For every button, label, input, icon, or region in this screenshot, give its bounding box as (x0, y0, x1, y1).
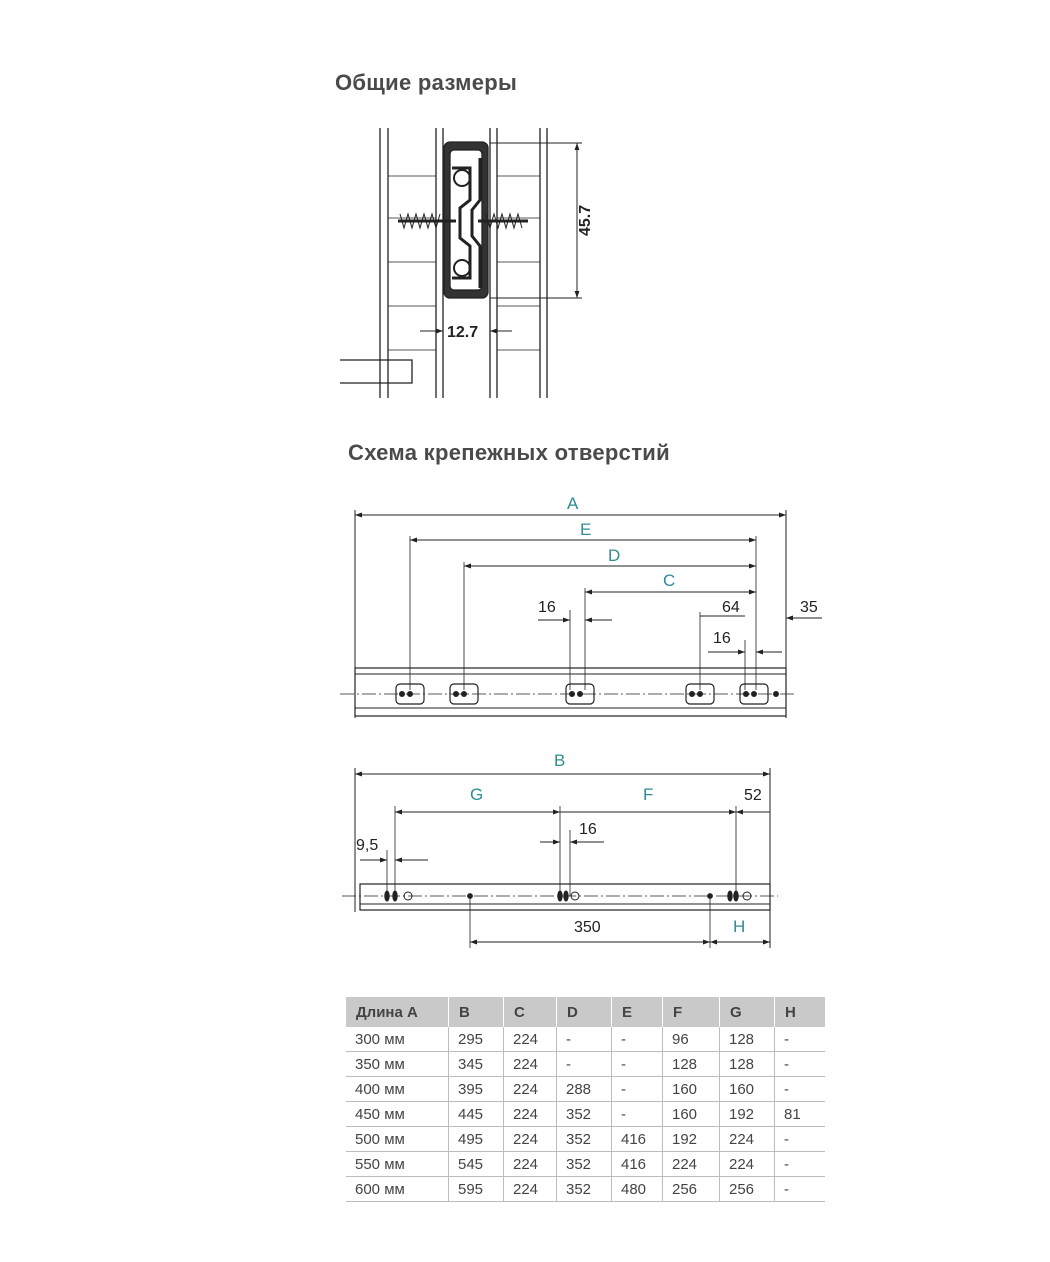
table-header-row (346, 997, 825, 1027)
label-35: 35 (800, 599, 818, 616)
table-row (346, 1152, 825, 1177)
label-H: H (733, 917, 746, 936)
table-cell: - (612, 1102, 663, 1127)
table-cell: 352 (557, 1127, 612, 1152)
table-cell: - (775, 1027, 826, 1052)
header-h: H (775, 997, 826, 1027)
width-dimension-label: 12.7 (447, 324, 479, 341)
table-body (346, 1027, 825, 1202)
table-cell: 224 (504, 1177, 557, 1202)
table-cell: 192 (720, 1102, 775, 1127)
label-16-left: 16 (538, 599, 556, 616)
label-A: A (567, 494, 579, 513)
table-cell: 500 мм (346, 1127, 449, 1152)
table-cell: 300 мм (346, 1027, 449, 1052)
table-row (346, 1102, 825, 1127)
table-cell: 288 (557, 1077, 612, 1102)
table-cell: 352 (557, 1102, 612, 1127)
label-16-right: 16 (713, 630, 731, 647)
table-cell: - (775, 1052, 826, 1077)
table-cell: 224 (504, 1077, 557, 1102)
header-b: B (449, 997, 504, 1027)
table-cell: 96 (663, 1027, 720, 1052)
table-cell: 345 (449, 1052, 504, 1077)
table-cell: 224 (504, 1102, 557, 1127)
table-cell: 224 (504, 1152, 557, 1177)
table-cell: 256 (720, 1177, 775, 1202)
table-cell: 352 (557, 1177, 612, 1202)
table-cell: 395 (449, 1077, 504, 1102)
label-9-5: 9,5 (356, 837, 379, 854)
table-cell: 416 (612, 1152, 663, 1177)
table-row (346, 1077, 825, 1102)
table-row (346, 1177, 825, 1202)
table-cell: 550 мм (346, 1152, 449, 1177)
table-cell: - (775, 1077, 826, 1102)
table-cell: 224 (720, 1127, 775, 1152)
table-cell: - (775, 1127, 826, 1152)
dimensions-table (346, 997, 825, 1202)
label-64: 64 (722, 599, 740, 616)
label-52: 52 (744, 787, 762, 804)
table-cell: 224 (663, 1152, 720, 1177)
overall-dimensions-title: Общие размеры (335, 70, 518, 95)
table-cell: 450 мм (346, 1102, 449, 1127)
table-cell: 224 (504, 1027, 557, 1052)
table-cell: 256 (663, 1177, 720, 1202)
table-cell: 295 (449, 1027, 504, 1052)
table-row (346, 1127, 825, 1152)
table-cell: 600 мм (346, 1177, 449, 1202)
table-cell: - (557, 1052, 612, 1077)
table-cell: 416 (612, 1127, 663, 1152)
table-cell: 224 (504, 1127, 557, 1152)
table-cell: 128 (720, 1027, 775, 1052)
height-dimension-label: 45.7 (577, 204, 594, 236)
table-cell: 160 (663, 1077, 720, 1102)
table-cell: 160 (663, 1102, 720, 1127)
drawer-rail-drawing (342, 768, 778, 948)
label-350: 350 (574, 919, 601, 936)
table-cell: 480 (612, 1177, 663, 1202)
cross-section-drawing (340, 128, 582, 398)
header-g: G (720, 997, 775, 1027)
table-cell: 81 (775, 1102, 826, 1127)
table-cell: - (557, 1027, 612, 1052)
table-cell: 495 (449, 1127, 504, 1152)
table-cell: - (775, 1152, 826, 1177)
table-cell: 400 мм (346, 1077, 449, 1102)
label-E: E (580, 520, 592, 539)
label-D: D (608, 546, 621, 565)
header-length-a: Длина A (346, 997, 449, 1027)
table-cell: 128 (663, 1052, 720, 1077)
table-cell: 192 (663, 1127, 720, 1152)
table-cell: 160 (720, 1077, 775, 1102)
table-cell: - (612, 1077, 663, 1102)
table-cell: - (612, 1052, 663, 1077)
mounting-holes-title: Схема крепежных отверстий (348, 440, 670, 465)
table-row (346, 1052, 825, 1077)
header-e: E (612, 997, 663, 1027)
table-cell: 595 (449, 1177, 504, 1202)
table-row (346, 1027, 825, 1052)
label-16: 16 (579, 821, 597, 838)
label-F: F (643, 785, 654, 804)
label-G: G (470, 785, 484, 804)
table-cell: 352 (557, 1152, 612, 1177)
table-cell: 350 мм (346, 1052, 449, 1077)
table-cell: - (612, 1027, 663, 1052)
header-d: D (557, 997, 612, 1027)
table-cell: 224 (504, 1052, 557, 1077)
table-cell: 545 (449, 1152, 504, 1177)
table-cell: 224 (720, 1152, 775, 1177)
table-cell: - (775, 1177, 826, 1202)
cabinet-rail-drawing (340, 510, 822, 718)
table-cell: 445 (449, 1102, 504, 1127)
table-cell: 128 (720, 1052, 775, 1077)
header-f: F (663, 997, 720, 1027)
label-C: C (663, 571, 676, 590)
header-c: C (504, 997, 557, 1027)
label-B: B (554, 751, 566, 770)
